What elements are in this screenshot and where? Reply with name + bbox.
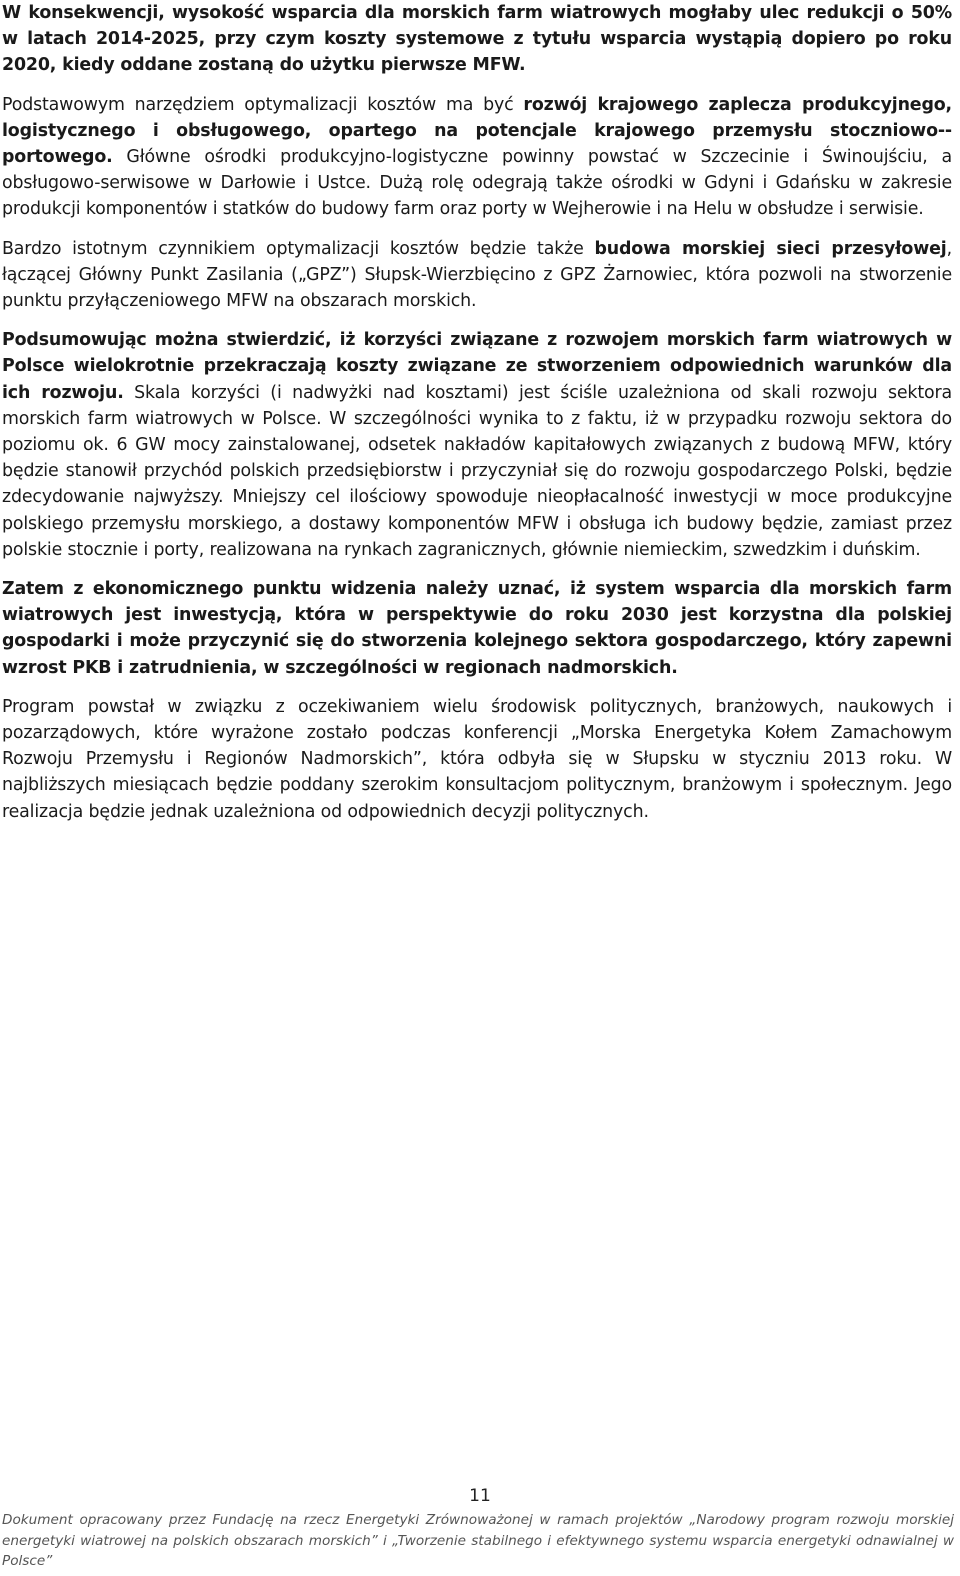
paragraph-2-text-1: Podstawowym narzędziem optymalizacji kosztów ma być	[2, 94, 524, 115]
paragraph-4	[2, 327, 952, 563]
paragraph-4-bold-1: Podsumowując można stwierdzić, iż korzyści związane z rozwojem morskich farm wiatrowych w Polsce wielokrotnie przekraczają koszty związane ze stworzeniem odpowiednich warunków dla ich rozwoju.	[2, 330, 952, 403]
paragraph-1-bold-1: W konsekwencji, wysokość wsparcia dla morskich farm wiatrowych mogłaby ulec redukcji o 50% w latach 2014-2025, przy czym koszty systemowe z tytułu wsparcia wystąpią dopiero po roku 2020, kiedy oddane zostaną do użytku pierwsze MFW.	[2, 3, 952, 76]
paragraph-6	[2, 694, 952, 825]
page-number: 11	[469, 1486, 491, 1506]
paragraph-5	[2, 576, 952, 681]
document-body	[2, 0, 952, 838]
paragraph-3-text-1: Bardzo istotnym czynnikiem optymalizacji kosztów będzie także	[2, 238, 595, 259]
paragraph-3-text-2: , łączącej Główny Punkt Zasilania („GPZ”) Słupsk-Wierzbięcino z GPZ Żarnowiec, która pozwoli na stworzenie punktu przyłączeniowego MFW na obszarach morskich.	[2, 238, 952, 312]
paragraph-6-text-1: Program powstał w związku z oczekiwaniem wielu środowisk politycznych, branżowych, naukowych i pozarządowych, które wyrażone zostało podczas konferencji „Morska Energetyka Kołem Zamachowym Rozwoju Przemysłu i Regionów Nadmorskich”, która odbyła się w Słupsku w styczniu 2013 roku. W najbliższych miesiącach będzie poddany szerokim konsultacjom politycznym, branżowym i społecznym. Jego realizacja będzie jednak uzależniona od odpowiednich decyzji politycznych.	[2, 696, 952, 822]
paragraph-4-text-1: Skala korzyści (i nadwyżki nad kosztami) jest ściśle uzależniona od skali rozwoju sektora morskich farm wiatrowych w Polsce. W szczególności wynika to z faktu, iż w przypadku rozwoju sektora do poziomu ok. 6 GW mocy zainstalowanej, odsetek nakładów kapitałowych związanych z budową MFW, który będzie stanowił przychód polskich przedsiębiorstw i przyczyniał się do rozwoju gospodarczego Polski, będzie zdecydowanie najwyższy. Mniejszy cel ilościowy spowoduje nieopłacalność inwestycji w moce produkcyjne polskiego przemysłu morskiego, a dostawy komponentów MFW i obsługa ich budowy będzie, zamiast przez polskie stocznie i porty, realizowana na rynkach zagranicznych, głównie niemieckim, szwedzkim i duńskim.	[2, 382, 953, 560]
paragraph-1	[2, 0, 952, 79]
paragraph-2-text-2: Główne ośrodki produkcyjno-logistyczne powinny powstać w Szczecinie i Świnoujściu, a obsługowo-serwisowe w Darłowie i Ustce. Dużą rolę odegrają także ośrodki w Gdyni i Gdańsku w zakresie produkcji komponentów i statków do budowy farm oraz porty w Wejherowie i na Helu w obsłudze i serwisie.	[2, 147, 952, 220]
paragraph-5-bold-1: Zatem z ekonomicznego punktu widzenia należy uznać, iż system wsparcia dla morskich farm wiatrowych jest inwestycją, która w perspektywie do roku 2030 jest korzystna dla polskiej gospodarki i może przyczynić się do stworzenia kolejnego sektora gospodarczego, który zapewni wzrost PKB i zatrudnienia, w szczególności w regionach nadmorskich.	[2, 579, 952, 678]
page-footer: Dokument opracowany przez Fundację na rzecz Energetyki Zrównoważonej w ramach projektów „Narodowy program rozwoju morskiej energetyki wiatrowej na polskich obszarach morskich” i „Tworzenie stabilnego i efektywnego systemu wsparcia energetyki odnawialnej w Polsce”	[2, 1512, 954, 1570]
paragraph-3	[2, 236, 952, 315]
paragraph-2-bold-1: rozwój krajowego zaplecza produkcyjnego, logistycznego i obsługowego, opartego na potencjale krajowego przemysłu stoczniowo--portowego.	[2, 94, 952, 168]
paragraph-3-bold-1: budowa morskiej sieci przesyłowej	[594, 238, 947, 259]
paragraph-2	[2, 92, 952, 223]
